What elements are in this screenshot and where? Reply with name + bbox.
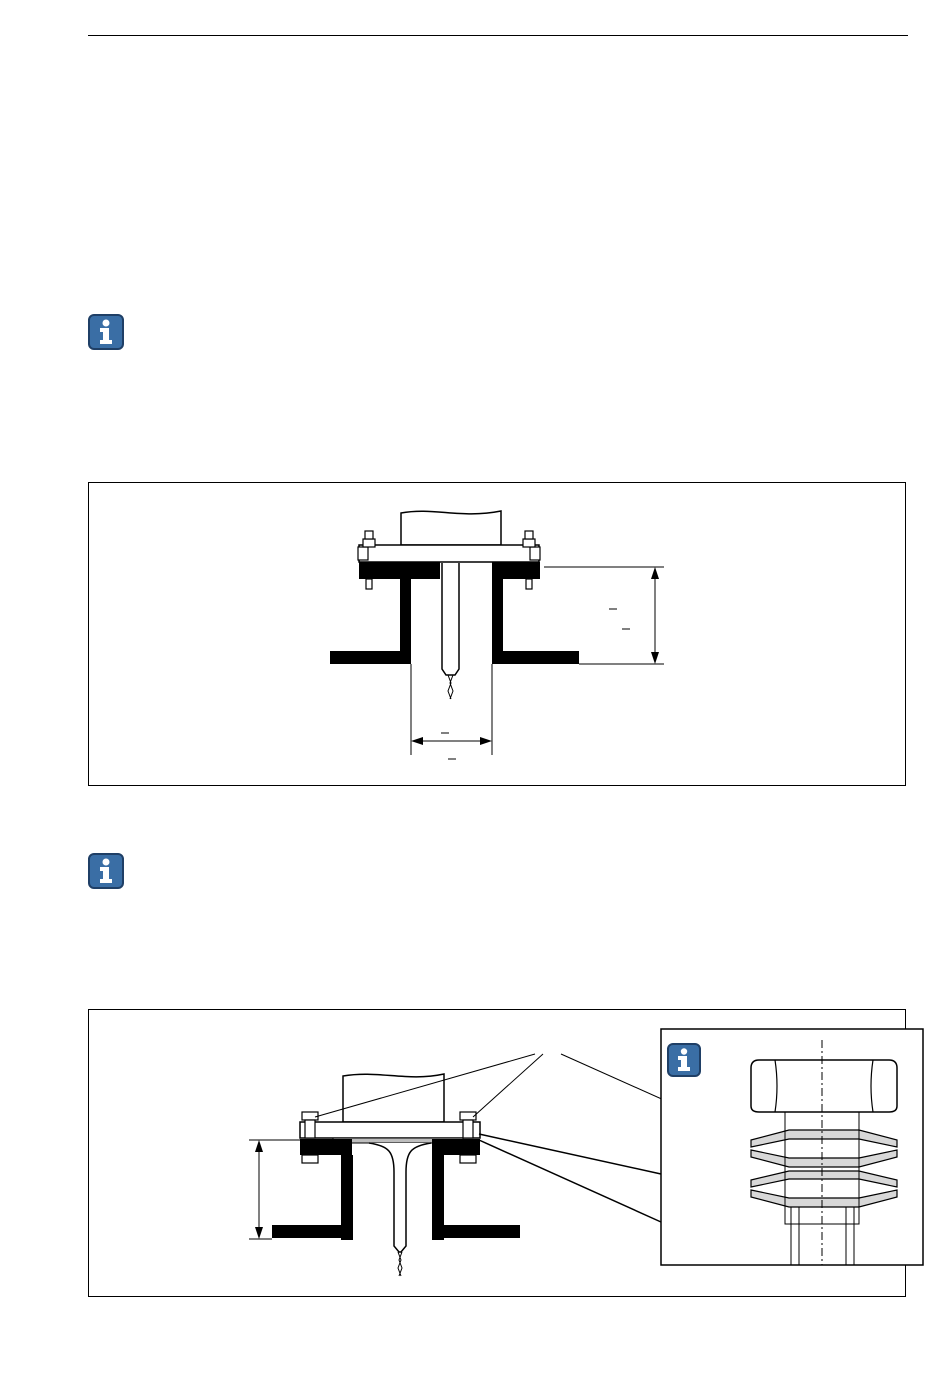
flange-plate: [300, 1122, 480, 1138]
info-icon: [668, 1044, 700, 1076]
rod-probe: [369, 1143, 431, 1252]
nozzle-flange-right: [432, 1139, 480, 1155]
info-icon: [88, 314, 124, 350]
tank-roof-right: [492, 651, 579, 664]
nozzle-flange-right: [492, 562, 540, 579]
tank-roof-left: [330, 651, 411, 664]
rod-probe: [442, 563, 459, 675]
flange-plate: [359, 545, 539, 562]
bolt-head: [751, 1060, 897, 1112]
nozzle-mounting-drawing: [89, 483, 907, 787]
rope-end: [448, 675, 453, 699]
flange-disc-springs-drawing: [89, 1010, 939, 1298]
rope-end: [398, 1252, 402, 1276]
figure-nozzle-mounting: [88, 482, 906, 786]
nozzle-flange-left: [300, 1139, 352, 1155]
housing-outline: [343, 1074, 444, 1122]
housing-outline: [401, 511, 501, 545]
nozzle-wall-right: [492, 579, 503, 663]
figure-flange-disc-springs: [88, 1009, 906, 1297]
info-icon: [88, 853, 124, 889]
header-rule: [88, 35, 908, 36]
tank-roof-left: [272, 1225, 353, 1238]
nozzle-wall-left: [400, 579, 411, 663]
nozzle-flange-left: [359, 562, 440, 579]
tank-roof-right: [432, 1225, 520, 1238]
